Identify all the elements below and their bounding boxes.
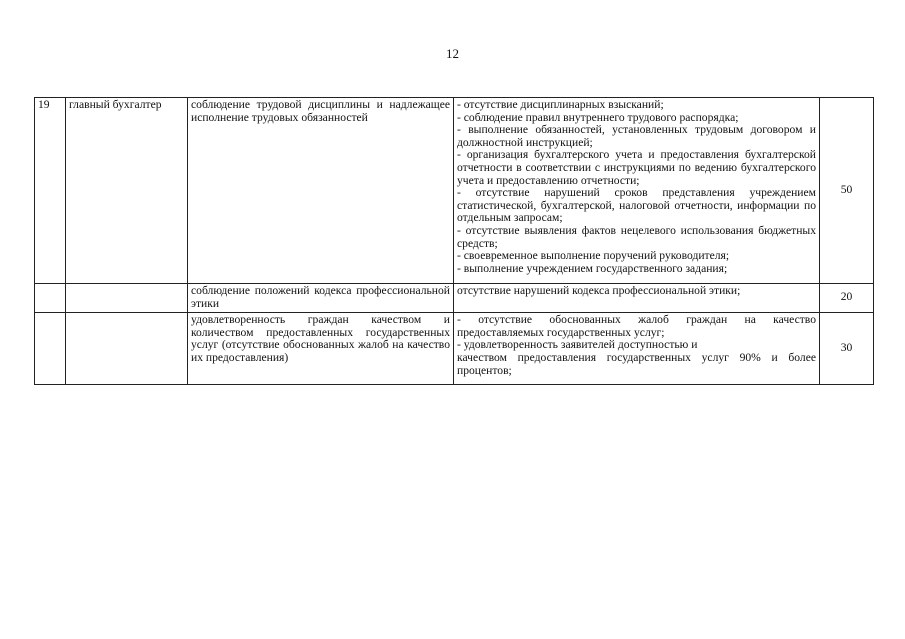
table-row bbox=[35, 313, 874, 385]
points-cell: 50 bbox=[820, 98, 874, 284]
indicator-line: - своевременное выполнение поручений руководителя; bbox=[457, 249, 730, 263]
indicator-line: - организация бухгалтерского учета и предоставления бухгалтерской отчетности в соответствии с инструкциями по ведению бухгалтерского учета и предоставлению отчетности; bbox=[457, 148, 816, 187]
criteria-table bbox=[34, 97, 874, 385]
row-number-cell bbox=[35, 284, 66, 313]
page-number: 12 bbox=[446, 46, 459, 61]
indicator-line: - удовлетворенность заявителей доступностью и bbox=[457, 338, 698, 352]
row-number-cell bbox=[35, 313, 66, 385]
position-cell bbox=[66, 284, 188, 313]
indicators-cell bbox=[454, 313, 820, 385]
criterion-cell: удовлетворенность граждан качеством и количеством предоставленных государственных услуг (отсутствие обоснованных жалоб на качество их предоставления) bbox=[188, 313, 454, 385]
indicator-line: - отсутствие дисциплинарных взысканий; bbox=[457, 98, 664, 111]
indicators-cell bbox=[454, 98, 820, 284]
position-cell: главный бухгалтер bbox=[66, 98, 188, 284]
criterion-cell: соблюдение положений кодекса профессиональной этики bbox=[188, 284, 454, 313]
indicator-line: - соблюдение правил внутреннего трудового распорядка; bbox=[457, 110, 739, 124]
criterion-cell: соблюдение трудовой дисциплины и надлежащее исполнение трудовых обязанностей bbox=[188, 98, 454, 284]
indicator-line: - выполнение обязанностей, установленных трудовым договором и должностной инструкцией; bbox=[457, 123, 816, 149]
points-cell: 20 bbox=[820, 284, 874, 313]
points-cell: 30 bbox=[820, 313, 874, 385]
indicator-line: отсутствие нарушений кодекса профессиональной этики; bbox=[457, 284, 741, 297]
table-row bbox=[35, 98, 874, 284]
indicator-line: - выполнение учреждением государственного задания; bbox=[457, 261, 728, 275]
row-number-cell: 19 bbox=[35, 98, 66, 284]
indicator-line: - отсутствие выявления фактов нецелевого использования бюджетных средств; bbox=[457, 223, 816, 250]
indicator-line: - отсутствие нарушений сроков представления учреждением статистической, бухгалтерской, налоговой отчетности, информации по отдельным запросам; bbox=[457, 186, 816, 225]
indicators-cell bbox=[454, 284, 820, 313]
indicator-line: качеством предоставления государственных услуг 90% и более процентов; bbox=[457, 350, 816, 377]
indicator-line: - отсутствие обоснованных жалоб граждан на качество предоставляемых государственных услуг; bbox=[457, 313, 816, 339]
table-row bbox=[35, 284, 874, 313]
position-cell bbox=[66, 313, 188, 385]
